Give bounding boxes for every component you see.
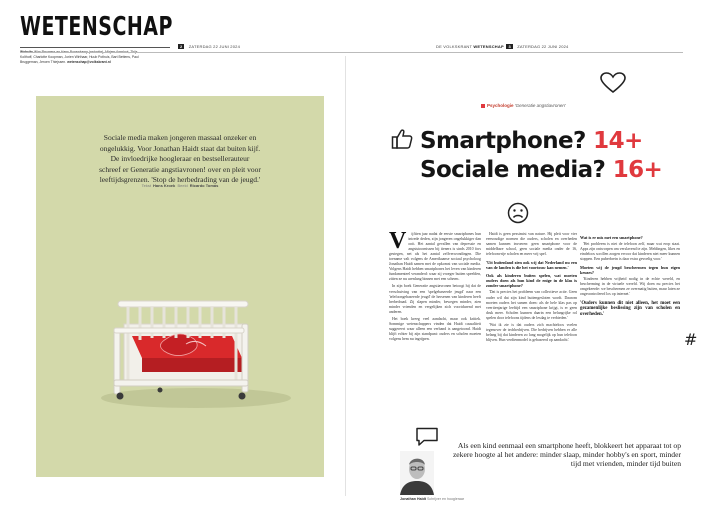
author-name: Jonathan Haidt xyxy=(400,497,426,501)
masthead-rule xyxy=(20,47,170,48)
paragraph: Haidt is geen pessimist van nature. Hij pleit voor vier eenvoudige normen die ouders, scholen en overheden samen kunnen invoeren: geen smartphone voor de middelbare school, geen sociale media onder de 16, telefoonvrije scholen en meer vrij spel. xyxy=(486,232,577,257)
page-gutter xyxy=(345,56,346,496)
age-limit: 16+ xyxy=(612,157,663,183)
paragraph: 'Het probleem is niet de telefoon zelf, maar wat erop staat. Apps zijn ontworpen om verslavend te zijn. Meldingen, likes en eindeloos scrollen zorgen ervoor dat kinderen niet meer kunnen stoppen. Een puberbrein is daar extra gevoelig voor.' xyxy=(580,242,680,262)
interview-question: 'Uit buitenland zien ook wij dat Nederland nu een van de landen is die het voortouw kan nemen.' xyxy=(486,260,577,271)
page-number: 2 xyxy=(180,44,183,49)
inline-quote: 'Ouders kunnen dit niet alleen, het moet een gezamenlijke beslissing zijn van scholen en overheden.' xyxy=(580,300,680,317)
heart-icon xyxy=(600,72,626,94)
cover-photo xyxy=(36,96,324,477)
article-column-2 xyxy=(486,232,577,440)
sad-face-icon xyxy=(507,202,529,224)
section-tag-label: Psychologie xyxy=(487,103,514,108)
credits-text: Kolthoff, Charlotte Koopman, Jorien Wirthaar, Huub Pothuis, Bart Bettens, Paul Bruggeman, Jeroen Thiejssen. xyxy=(20,55,139,64)
section-title: WETENSCHAP xyxy=(20,12,173,42)
intro-line: ongelukkig. Voor Jonathan Haidt staat dat buiten kijf. xyxy=(99,143,261,153)
author-role: Schrijver en hoogleraar xyxy=(426,497,465,501)
headline-line-1 xyxy=(420,128,680,154)
headline-line-2 xyxy=(420,157,680,183)
photo-label: Beeld xyxy=(177,183,188,188)
interview-question: Ook als kinderen buiten spelen, wat moeten ouders doen als hun kind de enige in de klas is zonder smartphone? xyxy=(486,273,577,289)
page-number: 3 xyxy=(508,44,511,49)
headline-question: Smartphone? xyxy=(420,128,586,154)
author-caption xyxy=(400,497,464,501)
article-column-3 xyxy=(580,232,680,472)
paragraph: 'Wat ik zie is dat ouders zich machteloos voelen tegenover de techbedrijven. Die bedrijven hebben er alle belang bij dat kinderen zo lang mogelijk op hun telefoon blijven. Hun verdienmodel is gebaseerd op aandacht.' xyxy=(486,322,577,342)
intro-text xyxy=(64,133,296,186)
paper-name: DE VOLKSKRANT xyxy=(436,44,473,49)
byline xyxy=(36,183,324,188)
page-date: ZATERDAG 22 JUNI 2024 xyxy=(188,44,241,49)
intro-line: leeftijdsgrenzen. 'Stop de herbedrading van de jeugd.' xyxy=(99,175,261,184)
age-limit: 14+ xyxy=(593,128,643,154)
interview-question: Wat is er mis met een smartphone? xyxy=(580,235,643,240)
text-label: Tekst xyxy=(141,183,152,188)
drop-cap: V xyxy=(389,232,407,254)
header-rule xyxy=(20,52,683,53)
intro-line: Sociale media maken jongeren massaal onzeker en xyxy=(103,133,257,142)
section-name: WETENSCHAP xyxy=(473,44,504,49)
page-header-right xyxy=(436,44,569,49)
page-header-left xyxy=(178,44,240,49)
paragraph: Het boek kreeg veel aandacht, maar ook kritiek. Sommige wetenschappers vinden dat Haidt causaliteit suggereert waar alleen een verband is aangetoond. Haidt blijft echter bij zijn standpunt: ouders en scholen moeten volgens hem nu ingrijpen. xyxy=(389,316,481,341)
hashtag-icon: # xyxy=(684,330,698,349)
paragraph: 'Dat is precies het probleem van collectieve actie. Geen ouder wil dat zijn kind buitengesloten wordt. Daarom moeten ouders het samen doen: als de hele klas pas op veertienjarige leeftijd een smartphone krijgt, is er geen druk meer. Scholen kunnen daarin een belangrijke rol spelen door telefoons tijdens de lesdag te verbieden.' xyxy=(486,290,577,320)
intro-line: De invloedrijke hoogleraar en bestsellerauteur xyxy=(110,154,250,163)
paragraph: In zijn boek Generatie angstiavronen betoogt hij dat de verschuiving van een 'spelgebaseerde jeugd' naar een 'telefoongebaseerde jeugd' de hersenen van kinderen heeft herbedraad. Zij slapen minder, bewegen minder, zien minder vrienden en vergelijken zich voortdurend met anderen. xyxy=(389,284,481,314)
author-byline: Hans Kroek xyxy=(153,183,176,188)
interview-question: Moeten wij de jeugd beschermen tegen hun eigen keuzes? xyxy=(580,265,680,276)
intro-line: schreef er Generatie angstiavronen! over en pleit voor xyxy=(99,164,261,174)
section-marker xyxy=(481,104,485,108)
paragraph: 'Kinderen hebben vrijheid nodig in de echte wereld, en bescherming in de virtuele wereld. Wij doen nu precies het omgekeerde: we beschermen ze overmatig buiten, maar laten ze ongecontroleerd los op internet.' xyxy=(580,277,680,297)
pull-quote: Als een kind eenmaal een smartphone heeft, blokkeert het apparaat tot op zekere hoogte al het andere: minder slaap, minder hobby's en sport, minder tijd met vrienden, minder tijd buiten xyxy=(452,441,681,469)
credits-email: wetenschap@volkskrant.nl xyxy=(67,60,111,64)
section-tag xyxy=(481,103,566,108)
section-tag-subtitle: 'Generatie angstiavronen' xyxy=(514,103,566,108)
paragraph: ijftien jaar nadat de eerste smartphones hun intrede deden, zijn jongeren ongelukkiger dan ooit. Het aantal gevallen van depressie en angststoornissen bij tieners is sinds 2010 fors gestegen, net als het aantal zelfverwondingen. Die toename valt volgens de Amerikaanse sociaal psycholoog Jonathan Haidt samen met de opkomst van sociale media. Volgens Haidt hebben smartphones het leven van kinderen fundamenteel veranderd: waar zij vroeger buiten speelden, zitten ze nu urenlang binnen met een scherm. xyxy=(389,232,481,282)
thumbs-up-icon xyxy=(391,128,413,150)
article-column-1 xyxy=(389,232,481,440)
author-portrait-image xyxy=(400,451,434,495)
headline-question: Sociale media? xyxy=(420,157,606,183)
photographer-byline: Ricardo Tomás xyxy=(189,183,219,188)
author-portrait xyxy=(400,451,434,495)
page-date: ZATERDAG 22 JUNI 2024 xyxy=(517,44,569,49)
